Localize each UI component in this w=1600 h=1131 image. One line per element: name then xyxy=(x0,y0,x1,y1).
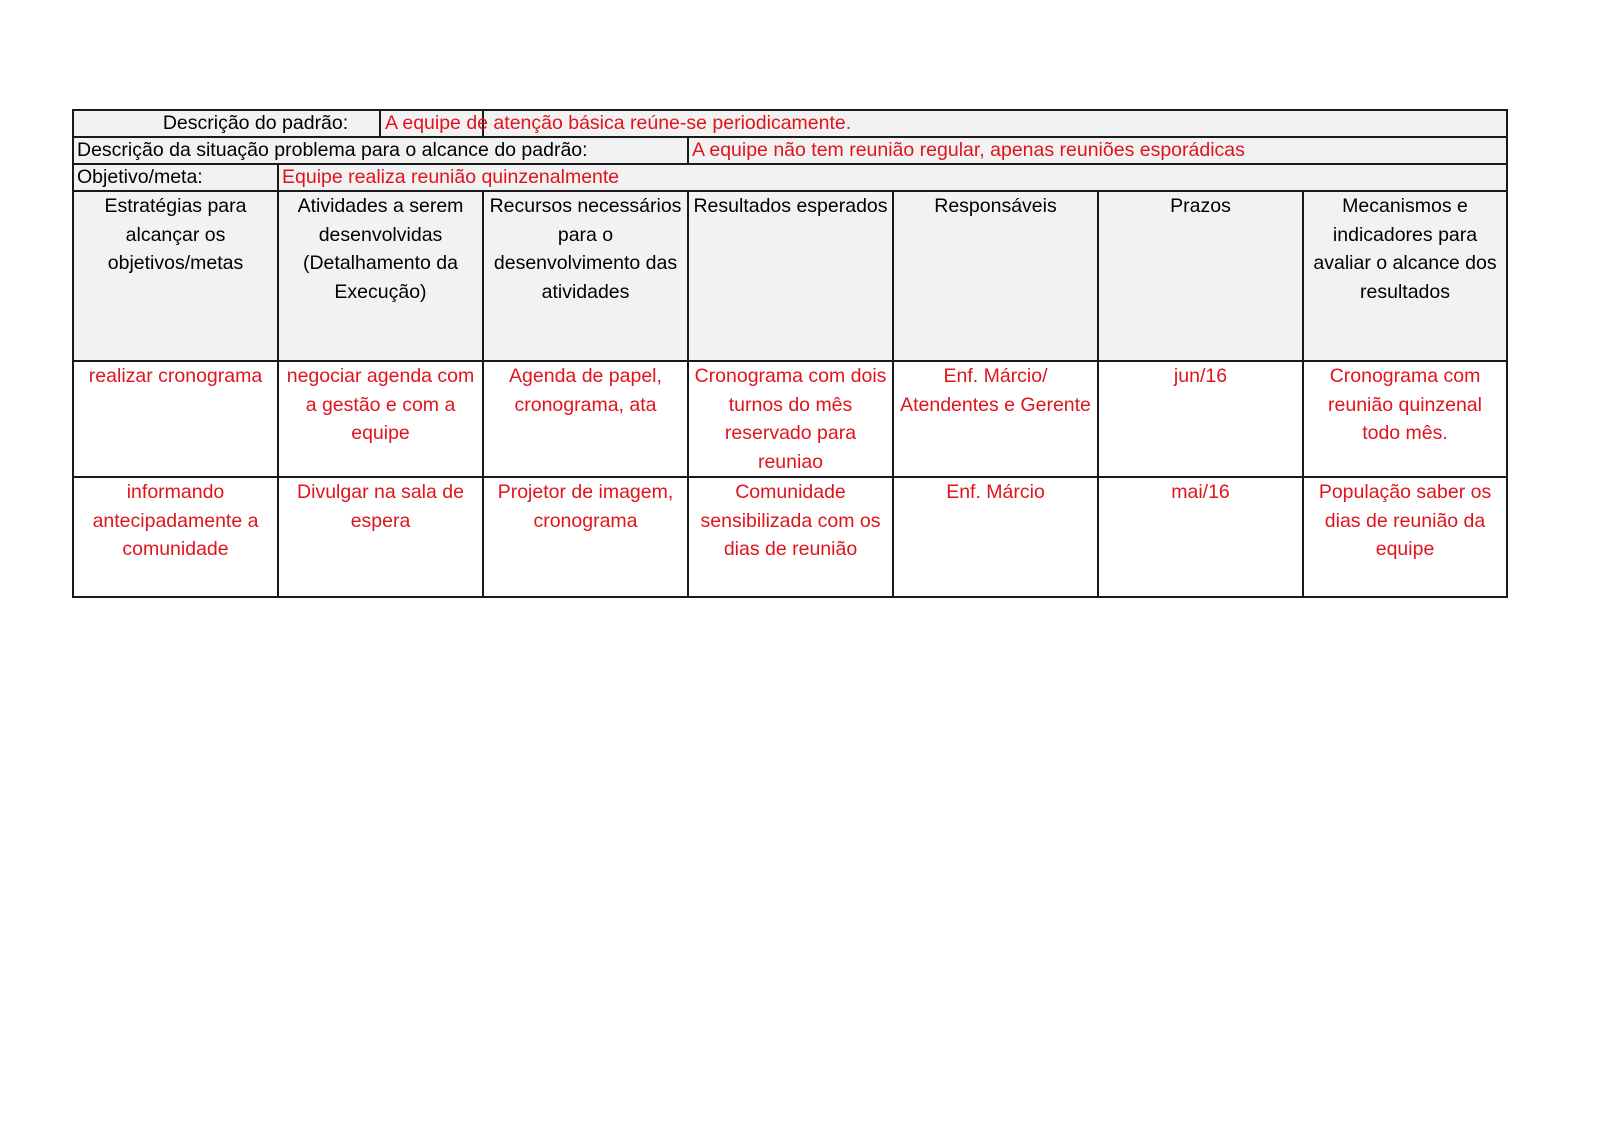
header-expected-results: Resultados esperados xyxy=(688,191,893,361)
standard-description-row xyxy=(73,110,1507,137)
header-resources: Recursos necessários para o desenvolvimento das atividades xyxy=(483,191,688,361)
standard-description-label-spill xyxy=(162,110,852,137)
cell-deadline: mai/16 xyxy=(1098,477,1303,597)
cell-responsible: Enf. Márcio/ Atendentes e Gerente xyxy=(893,361,1098,477)
cell-resources: Projetor de imagem, cronograma xyxy=(483,477,688,597)
table-row xyxy=(73,361,1507,477)
header-indicators: Mecanismos e indicadores para avaliar o alcance dos resultados xyxy=(1303,191,1507,361)
cell-expected-result: Comunidade sensibilizada com os dias de reunião xyxy=(688,477,893,597)
cell-indicator: População saber os dias de reunião da equipe xyxy=(1303,477,1507,597)
column-header-row xyxy=(73,191,1507,361)
objective-row xyxy=(73,164,1507,191)
header-responsible: Responsáveis xyxy=(893,191,1098,361)
objective-value: Equipe realiza reunião quinzenalmente xyxy=(278,164,1507,191)
action-plan-table xyxy=(72,109,1508,598)
cell-expected-result: Cronograma com dois turnos do mês reservado para reuniao xyxy=(688,361,893,477)
header-deadlines: Prazos xyxy=(1098,191,1303,361)
problem-description-label: Descrição da situação problema para o alcance do padrão: xyxy=(73,137,688,164)
header-strategies: Estratégias para alcançar os objetivos/metas xyxy=(73,191,278,361)
standard-description-label: Descrição do padrão: xyxy=(162,112,349,134)
cell-strategy: realizar cronograma xyxy=(73,361,278,477)
header-activities: Atividades a serem desenvolvidas (Detalhamento da Execução) xyxy=(278,191,483,361)
cell-strategy: informando antecipadamente a comunidade xyxy=(73,477,278,597)
standard-description-value: A equipe de atenção básica reúne-se periodicamente. xyxy=(385,112,852,134)
cell-responsible: Enf. Márcio xyxy=(893,477,1098,597)
problem-description-row xyxy=(73,137,1507,164)
objective-label: Objetivo/meta: xyxy=(73,164,278,191)
problem-description-value: A equipe não tem reunião regular, apenas reuniões esporádicas xyxy=(688,137,1507,164)
cell-activity: Divulgar na sala de espera xyxy=(278,477,483,597)
cell-indicator: Cronograma com reunião quinzenal todo mês. xyxy=(1303,361,1507,477)
cell-deadline: jun/16 xyxy=(1098,361,1303,477)
cell-resources: Agenda de papel, cronograma, ata xyxy=(483,361,688,477)
table-row xyxy=(73,477,1507,597)
standard-description-divider xyxy=(379,109,381,138)
cell-activity: negociar agenda com a gestão e com a equipe xyxy=(278,361,483,477)
